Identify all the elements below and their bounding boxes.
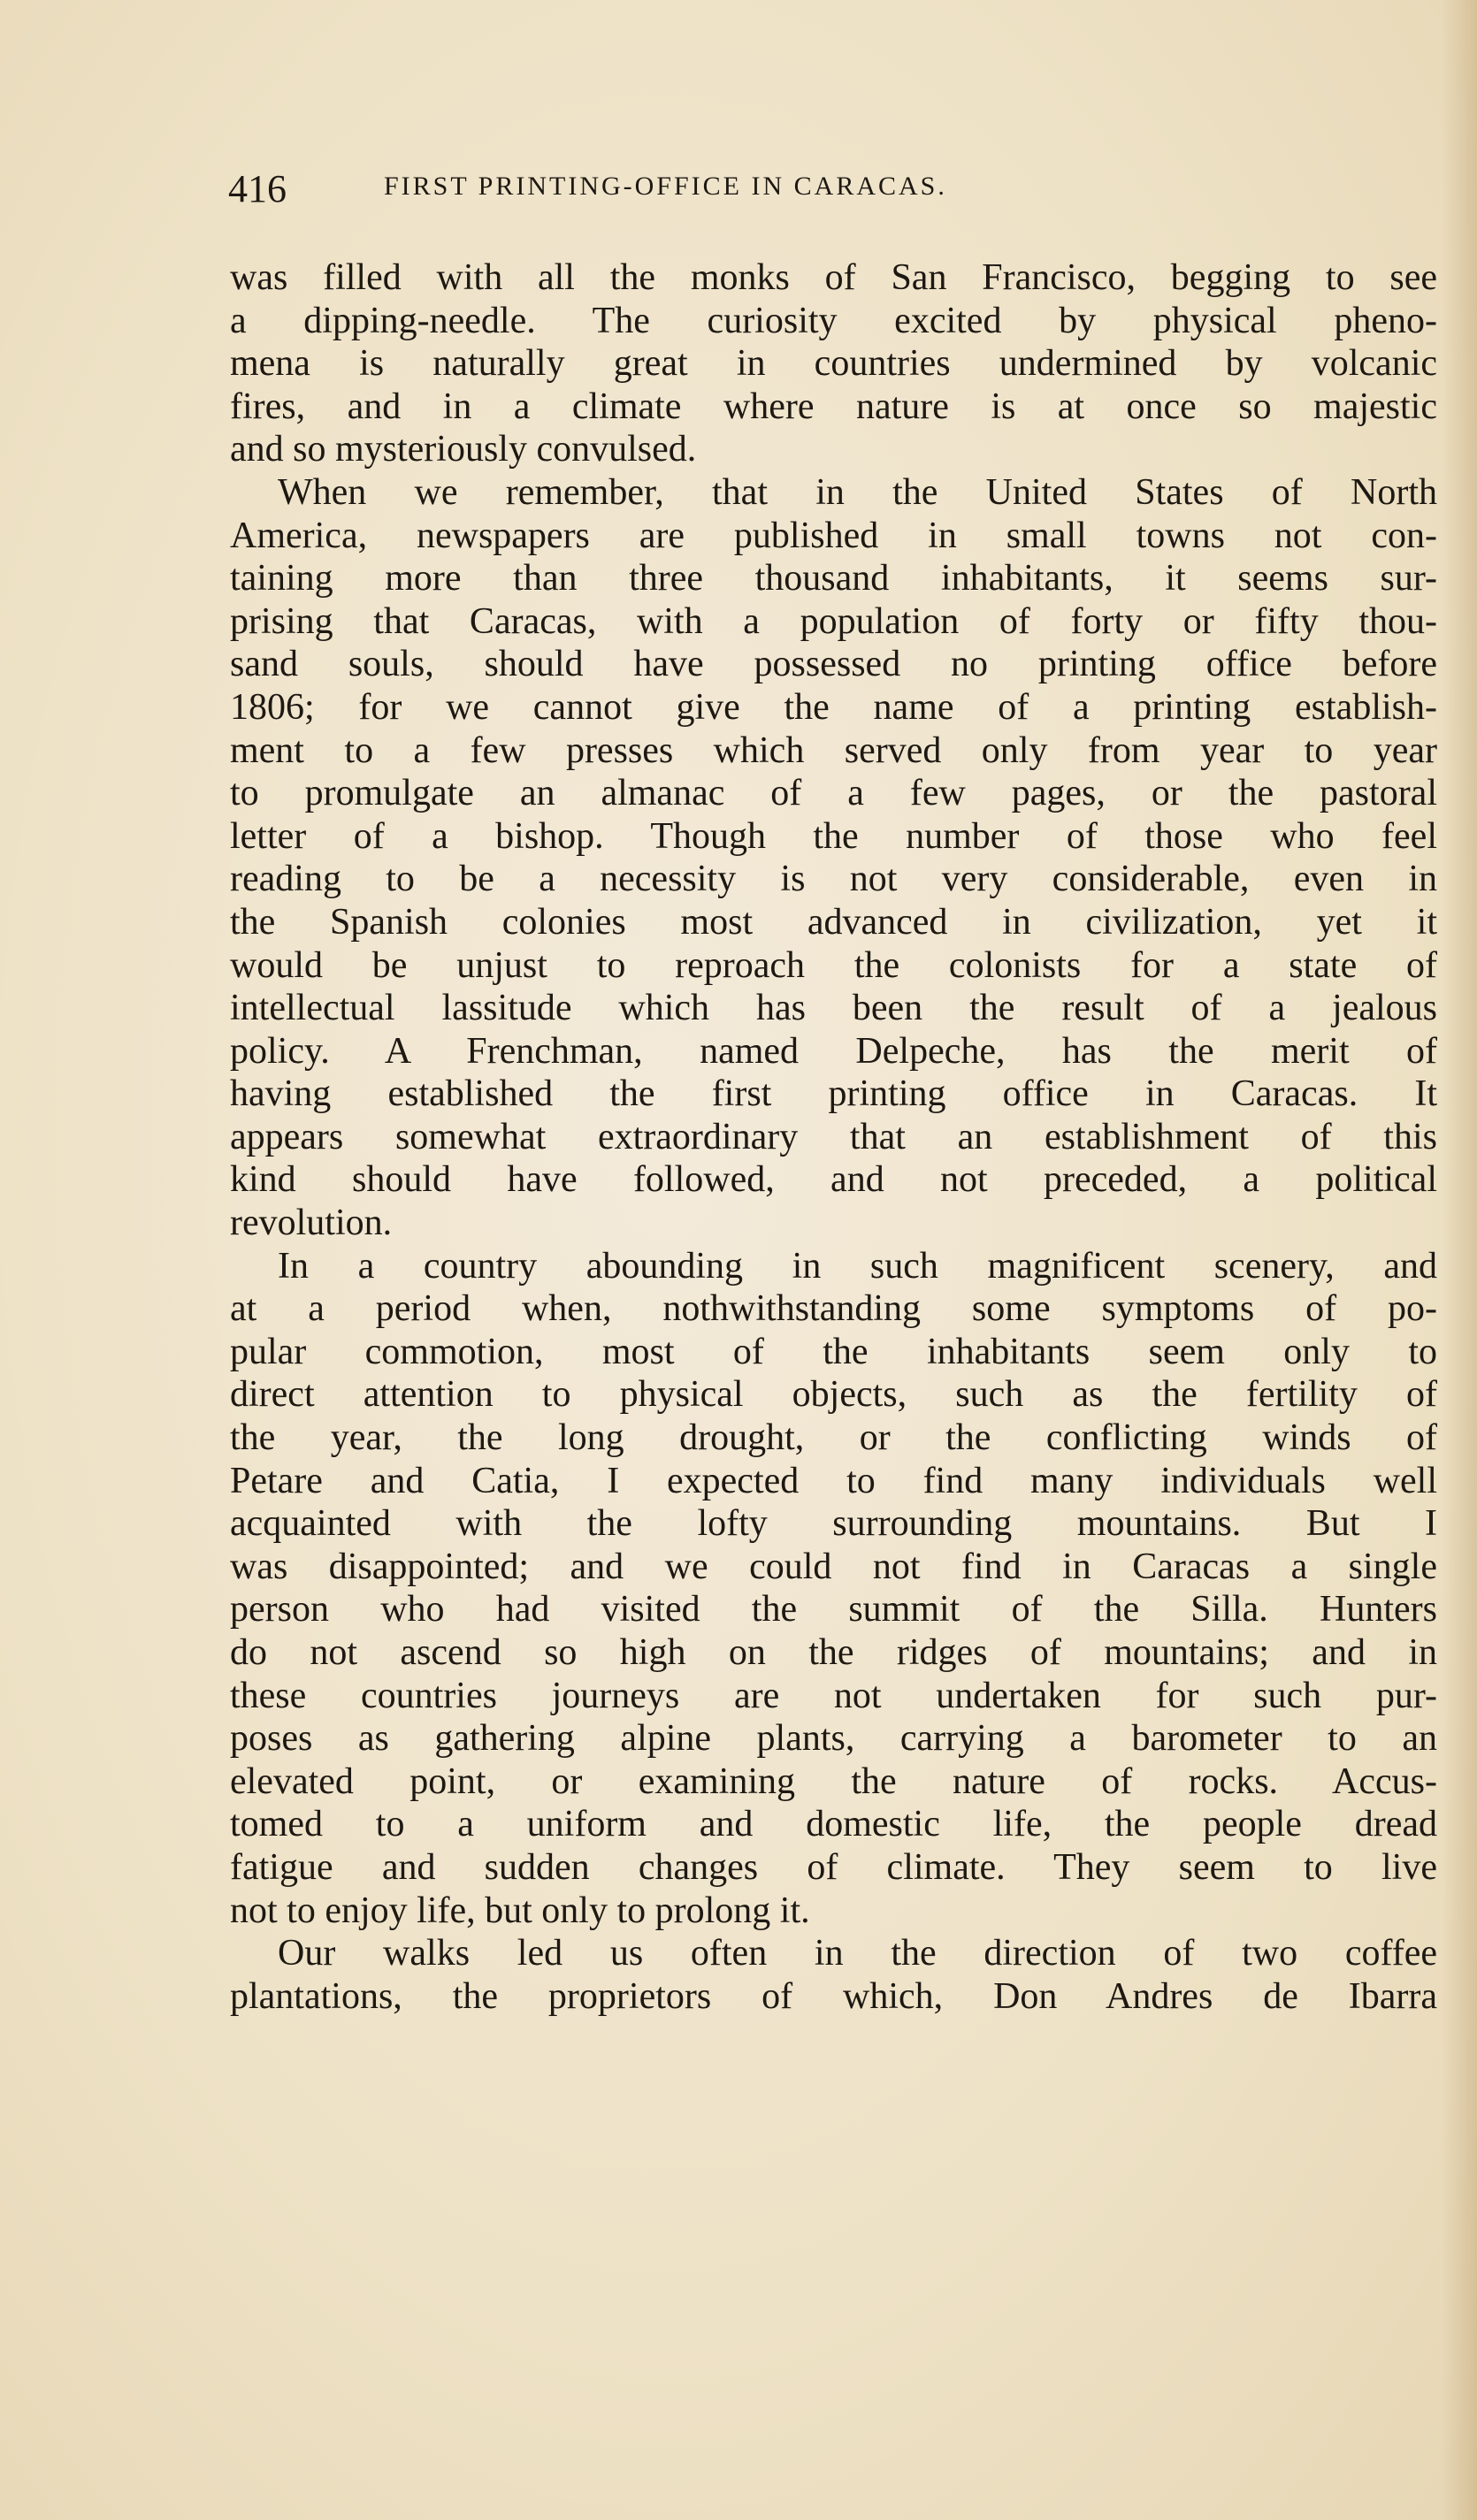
text-line: reading to be a necessity is not very considerable, even in (230, 859, 1437, 900)
text-line: ment to a few presses which served only from year to year (230, 729, 1437, 771)
text-line: would be unjust to reproach the colonists for a state of (230, 944, 1437, 986)
text-line: was filled with all the monks of San Francisco, begging to see (230, 257, 1437, 298)
text-line: poses as gathering alpine plants, carrying a barometer to an (230, 1718, 1437, 1760)
text-line: Our walks led us often in the direction of two coffee (278, 1933, 1437, 1974)
page-number: 416 (228, 167, 287, 210)
text-line: 1806; for we cannot give the name of a printing establish- (230, 686, 1437, 728)
text-line: mena is naturally great in countries undermined by volcanic (230, 343, 1437, 385)
text-line: sand souls, should have possessed no printing office before (230, 644, 1437, 685)
text-line: the Spanish colonies most advanced in civilization, yet it (230, 901, 1437, 943)
page-edge-shadow (1442, 0, 1477, 2520)
text-line: acquainted with the lofty surrounding mountains. But I (230, 1503, 1437, 1545)
text-line: letter of a bishop. Though the number of those who feel (230, 815, 1437, 857)
text-line: do not ascend so high on the ridges of mountains; and in (230, 1632, 1437, 1673)
text-line: fires, and in a climate where nature is at once so majestic (230, 386, 1437, 427)
text-line: these countries journeys are not undertaken for such pur- (230, 1675, 1437, 1716)
text-line: tomed to a uniform and domestic life, the people dread (230, 1804, 1437, 1845)
running-title: FIRST PRINTING-OFFICE IN CARACAS. (384, 172, 947, 201)
text-line: kind should have followed, and not preceded, a political (230, 1159, 1437, 1201)
paragraph (230, 256, 1437, 471)
page-header (228, 166, 1435, 210)
text-line: When we remember, that in the United States of North (278, 471, 1437, 513)
text-line: elevated point, or examining the nature of rocks. Accus- (230, 1760, 1437, 1802)
text-line: taining more than three thousand inhabitants, it seems sur- (230, 558, 1437, 599)
text-line: direct attention to physical objects, such as the fertility of (230, 1374, 1437, 1416)
paragraph (230, 471, 1437, 1245)
paragraph (230, 1245, 1437, 1933)
text-line: a dipping-needle. The curiosity excited by physical pheno- (230, 300, 1437, 341)
text-line: intellectual lassitude which has been the result of a jealous (230, 988, 1437, 1029)
text-line: person who had visited the summit of the Silla. Hunters (230, 1589, 1437, 1630)
text-line: having established the first printing office in Caracas. It (230, 1073, 1437, 1115)
text-line: policy. A Frenchman, named Delpeche, has the merit of (230, 1030, 1437, 1072)
text-line: fatigue and sudden changes of climate. They seem to live (230, 1846, 1437, 1888)
text-line: plantations, the proprietors of which, Don Andres de Ibarra (230, 1975, 1437, 2017)
text-line: at a period when, nothwithstanding some symptoms of po- (230, 1288, 1437, 1330)
text-line: to promulgate an almanac of a few pages, or the pastoral (230, 773, 1437, 814)
text-line: and so mysteriously convulsed. (230, 429, 697, 470)
text-line: prising that Caracas, with a population of forty or fifty thou- (230, 600, 1437, 642)
text-line: Petare and Catia, I expected to find many individuals well (230, 1460, 1437, 1501)
text-line: revolution. (230, 1203, 393, 1244)
text-line: was disappointed; and we could not find in Caracas a single (230, 1546, 1437, 1587)
paragraph (230, 1932, 1437, 2018)
page-body (230, 256, 1437, 2018)
text-line: America, newspapers are published in small towns not con- (230, 515, 1437, 556)
text-line: In a country abounding in such magnificent scenery, and (278, 1245, 1437, 1287)
text-line: pular commotion, most of the inhabitants seem only to (230, 1331, 1437, 1372)
text-line: appears somewhat extraordinary that an establishment of this (230, 1116, 1437, 1157)
text-line: the year, the long drought, or the conflicting winds of (230, 1417, 1437, 1459)
text-line: not to enjoy life, but only to prolong it. (230, 1890, 810, 1931)
